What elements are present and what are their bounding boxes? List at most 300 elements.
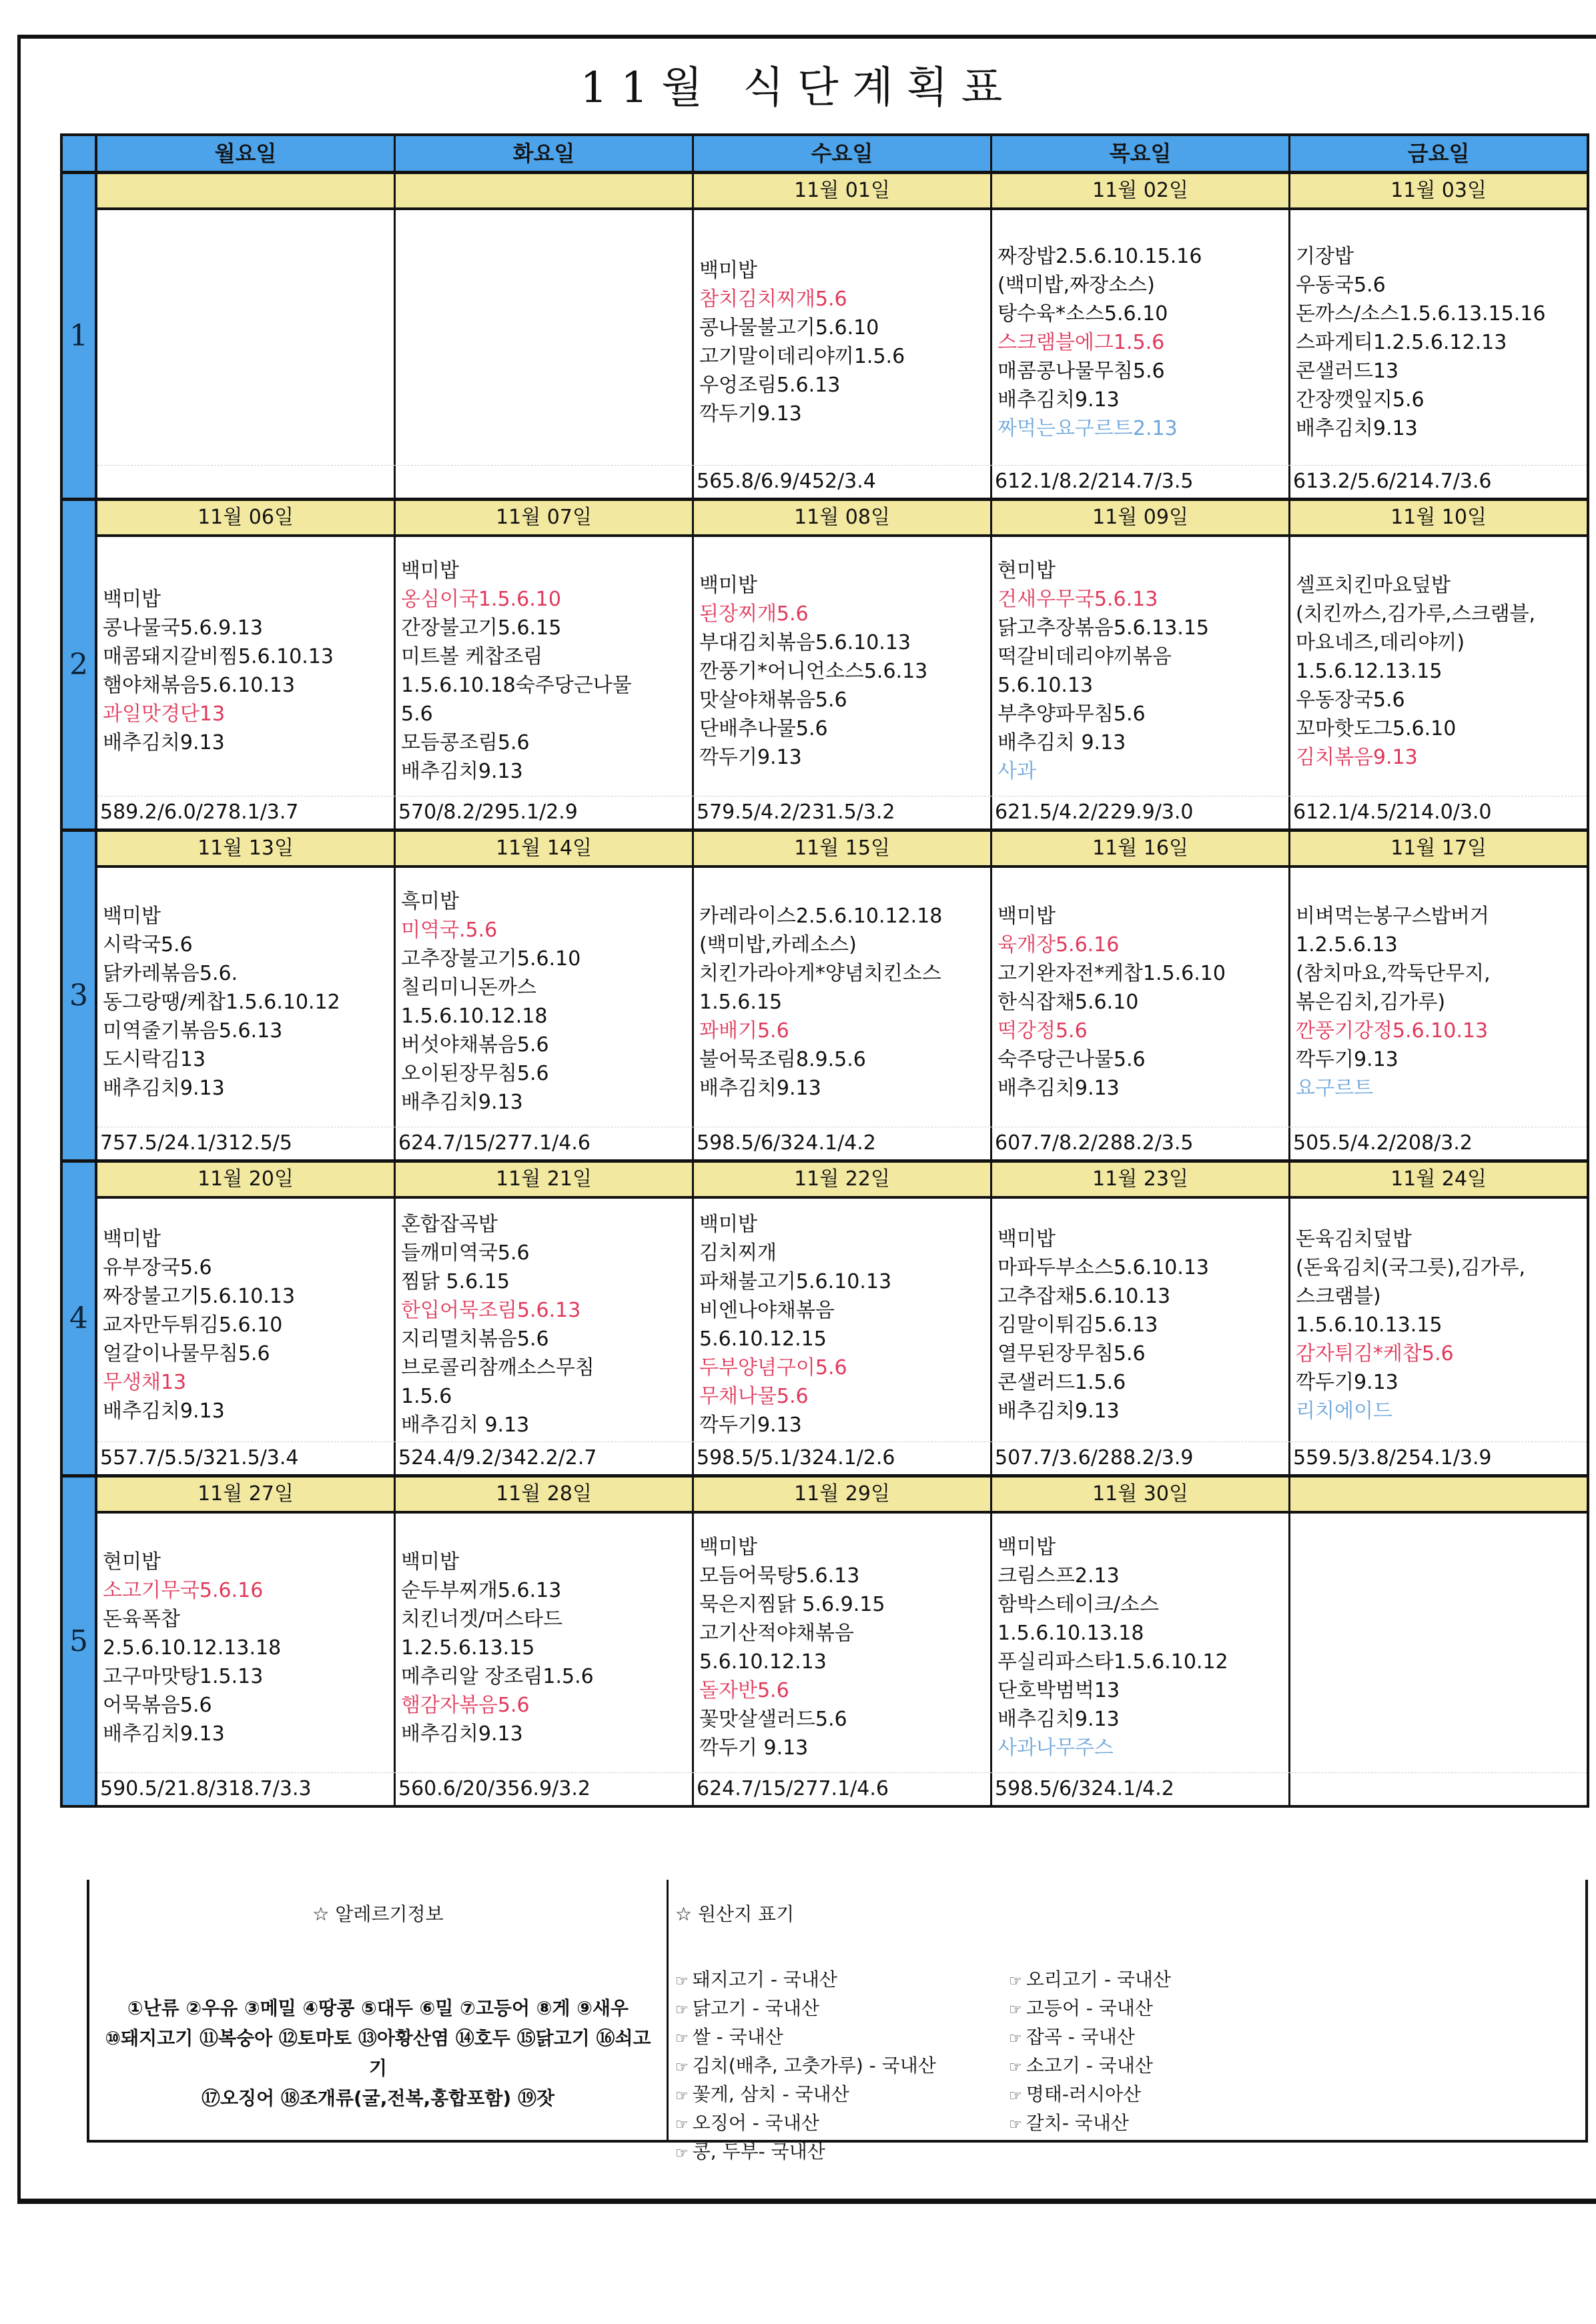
date-cell: 11월 27일: [97, 1478, 396, 1511]
menu-item: 건새우무국5.6.13: [998, 588, 1158, 611]
menu-item: 우동장국5.6: [1296, 688, 1405, 712]
menu-item: 꽃맛살샐러드5.6: [699, 1708, 847, 1731]
origin-item-label: 꽃게, 삼치 - 국내산: [692, 2083, 849, 2105]
menu-item: 5.6.10.12.15: [699, 1327, 827, 1351]
menu-cell: [694, 1514, 992, 1772]
origin-item: [1009, 1966, 1342, 1995]
menu-item: 감자튀김*케찹5.6: [1296, 1341, 1454, 1365]
origin-item: [1009, 1995, 1342, 2024]
menu-item: 백미밥: [401, 1550, 459, 1574]
menu-item: 스크램블에그1.5.6: [998, 330, 1165, 354]
menu-cell: [992, 537, 1290, 796]
menu-item: 버섯야채볶음5.6: [401, 1033, 549, 1057]
menu-item: 배추김치 9.13: [998, 731, 1126, 754]
menu-item: 배추김치9.13: [1296, 416, 1418, 440]
origin-item: [1009, 2053, 1342, 2081]
menu-item: 미역국.5.6: [401, 919, 498, 942]
menu-item: 1.5.6.12.13.15: [1296, 659, 1443, 683]
menu-item: 짜장불고기5.6.10.13: [103, 1284, 296, 1308]
menu-item: 카레라이스2.5.6.10.12.18: [699, 904, 943, 928]
date-cell: [97, 174, 396, 207]
week-block: [63, 828, 1587, 1159]
menu-row: [97, 1514, 1587, 1772]
week-body: [97, 501, 1587, 828]
nutrition-cell: 757.5/24.1/312.5/5: [97, 1127, 396, 1159]
origin-item: [675, 2110, 1009, 2139]
date-cell: 11월 22일: [694, 1163, 992, 1196]
menu-item: 파채불고기5.6.10.13: [699, 1270, 892, 1293]
weekday-tuesday: 화요일: [396, 136, 694, 171]
menu-item: 기장밥: [1296, 244, 1354, 268]
week-body: [97, 1478, 1587, 1805]
menu-item: 백미밥: [998, 1536, 1056, 1559]
menu-item: 매콤돼지갈비찜5.6.10.13: [103, 645, 334, 668]
pointing-hand-icon: ☞: [1009, 2002, 1022, 2018]
pointing-hand-icon: ☞: [675, 2002, 689, 2018]
menu-row: [97, 1199, 1587, 1441]
menu-item: 마파두부소스5.6.10.13: [998, 1255, 1210, 1279]
menu-item: 한입어묵조림5.6.13: [401, 1299, 581, 1322]
menu-item: 백미밥: [699, 1213, 757, 1236]
menu-item: 2.5.6.10.12.13.18: [103, 1636, 282, 1660]
menu-item: 시락국5.6: [103, 933, 193, 957]
date-cell: 11월 06일: [97, 501, 396, 534]
menu-cell: [97, 1514, 396, 1772]
week-col-header: [63, 136, 97, 171]
nutrition-cell: 624.7/15/277.1/4.6: [396, 1127, 694, 1159]
date-cell: 11월 28일: [396, 1478, 694, 1511]
menu-item: 고추잡채5.6.10.13: [998, 1284, 1171, 1308]
allergy-line: ⑩돼지고기 ⑪복숭아 ⑫토마토 ⑬아황산염 ⑭호두 ⑮닭고기 ⑯쇠고기: [105, 2027, 651, 2079]
menu-item: 모듬콩조림5.6: [401, 731, 530, 754]
menu-item: 두부양념구이5.6: [699, 1356, 847, 1379]
menu-item: 부추양파무침5.6: [998, 702, 1146, 726]
origin-info-title: ☆ 원산지 표기: [675, 1903, 795, 1925]
menu-item: 미트볼 케찹조림: [401, 645, 543, 668]
menu-item: 돈까스/소스1.5.6.13.15.16: [1296, 302, 1546, 326]
menu-item: 5.6.10.13: [998, 674, 1094, 697]
date-cell: [1290, 1478, 1587, 1511]
nutrition-cell: 612.1/4.5/214.0/3.0: [1293, 800, 1492, 824]
menu-item: 깍두기 9.13: [699, 1736, 809, 1760]
menu-item: 동그랑땡/케찹1.5.6.10.12: [103, 990, 340, 1014]
menu-item: 깍두기9.13: [1296, 1047, 1399, 1071]
menu-item: 콩나물국5.6.9.13: [103, 616, 263, 640]
nutrition-cell: 598.5/6/324.1/4.2: [694, 1127, 992, 1159]
nutrition-cell: 570/8.2/295.1/2.9: [396, 796, 694, 828]
menu-grid: [60, 133, 1589, 1808]
menu-item: 배추김치9.13: [103, 731, 225, 754]
menu-cell: [1290, 1514, 1587, 1772]
origin-item: [1009, 2110, 1342, 2139]
menu-item: 간장불고기5.6.15: [401, 616, 562, 640]
origin-item: [1009, 2081, 1342, 2110]
menu-row: [97, 537, 1587, 796]
menu-item: 한식잡채5.6.10: [998, 990, 1139, 1014]
week-number: 2: [63, 501, 97, 828]
menu-item: 숙주당근나물5.6: [998, 1047, 1146, 1071]
pointing-hand-icon: ☞: [675, 1973, 689, 1990]
date-cell: 11월 02일: [992, 174, 1290, 207]
date-cell: 11월 13일: [97, 832, 396, 865]
week-body: [97, 1163, 1587, 1474]
menu-item: 백미밥: [699, 1536, 757, 1559]
date-cell: 11월 15일: [694, 832, 992, 865]
menu-item: 메추리알 장조림1.5.6: [401, 1664, 594, 1688]
menu-item: 1.5.6.15: [699, 990, 783, 1014]
menu-item: 5.6.10.12.13: [699, 1650, 827, 1674]
menu-item: 리치에이드: [1296, 1399, 1392, 1423]
origin-item: [675, 2081, 1009, 2110]
nutrition-row: [97, 1772, 1587, 1805]
nutrition-cell: 524.4/9.2/342.2/2.7: [396, 1442, 694, 1474]
menu-item: 김치찌개: [699, 1241, 777, 1265]
menu-item: 1.2.5.6.13: [1296, 933, 1398, 957]
nutrition-cell: [1290, 1773, 1587, 1805]
origin-column-left: [675, 1966, 1009, 2167]
menu-cell: [396, 1514, 694, 1772]
info-footer: [87, 1880, 1588, 2163]
menu-item: 열무된장무침5.6: [998, 1341, 1146, 1365]
menu-item: 떡갈비데리야끼볶음: [998, 645, 1172, 668]
origin-item: [675, 1995, 1009, 2024]
week-number: 4: [63, 1163, 97, 1474]
menu-item: 깍두기9.13: [699, 1413, 802, 1437]
menu-cell: [694, 537, 992, 796]
origin-item: [675, 1966, 1009, 1995]
nutrition-cell: 507.7/3.6/288.2/3.9: [992, 1442, 1290, 1474]
menu-item: 1.5.6.10.13.15: [1296, 1313, 1443, 1337]
nutrition-cell: 607.7/8.2/288.2/3.5: [992, 1127, 1290, 1159]
date-cell: 11월 01일: [694, 174, 992, 207]
menu-item: 치킨너겟/머스타드: [401, 1607, 562, 1631]
menu-item: 1.5.6.10.18숙주당근나물: [401, 674, 632, 697]
allergy-info-box: [89, 1880, 669, 2140]
menu-item: 배추김치9.13: [401, 1091, 523, 1114]
origin-item-label: 오징어 - 국내산: [692, 2112, 819, 2134]
menu-cell: [396, 1199, 694, 1441]
menu-item: (치킨까스,김가루,스크램블,: [1296, 602, 1536, 626]
menu-item: 배추김치9.13: [103, 1722, 225, 1746]
menu-item: 교자만두튀김5.6.10: [103, 1313, 283, 1337]
nutrition-cell: [97, 466, 396, 498]
origin-item-label: 갈치- 국내산: [1026, 2112, 1129, 2134]
menu-item: 칠리미니돈까스: [401, 976, 536, 999]
menu-item: 백미밥: [103, 588, 161, 611]
pointing-hand-icon: ☞: [675, 2030, 689, 2047]
menu-item: 김말이튀김5.6.13: [998, 1313, 1158, 1337]
menu-item: 된장찌개5.6: [699, 602, 809, 626]
menu-item: 백미밥: [103, 1227, 161, 1251]
menu-item: 1.5.6: [401, 1385, 452, 1408]
menu-item: 비엔나야채볶음: [699, 1299, 835, 1322]
menu-cell: [992, 1199, 1290, 1441]
menu-item: 육개장5.6.16: [998, 933, 1120, 957]
weekday-friday: 금요일: [1290, 136, 1587, 171]
menu-item: 크림스프2.13: [998, 1564, 1120, 1588]
origin-item: [675, 2053, 1009, 2081]
nutrition-row: [97, 465, 1587, 498]
menu-item: 묵은지찜닭 5.6.9.15: [699, 1593, 885, 1616]
menu-item: 배추김치9.13: [699, 1076, 821, 1100]
date-cell: 11월 24일: [1290, 1163, 1587, 1196]
menu-item: 꽈배기5.6: [699, 1019, 789, 1043]
pointing-hand-icon: ☞: [675, 2117, 689, 2133]
origin-item-label: 콩, 두부- 국내산: [692, 2141, 825, 2163]
pointing-hand-icon: ☞: [675, 2145, 689, 2162]
date-row: [97, 501, 1587, 537]
week-block: [63, 171, 1587, 498]
origin-item: [1009, 2024, 1342, 2053]
origin-item: [675, 2139, 1009, 2167]
menu-item: (참치마요,깍둑단무지,: [1296, 961, 1491, 985]
date-cell: 11월 09일: [992, 501, 1290, 534]
menu-item: (백미밥,카레소스): [699, 933, 857, 957]
menu-item: 콘샐러드1.5.6: [998, 1370, 1126, 1394]
nutrition-cell: 613.2/5.6/214.7/3.6: [1293, 470, 1492, 493]
origin-item-label: 쌀 - 국내산: [692, 2026, 783, 2048]
menu-item: 모듬어묵탕5.6.13: [699, 1564, 860, 1588]
date-cell: 11월 20일: [97, 1163, 396, 1196]
weekday-header-row: [63, 136, 1587, 171]
menu-item: 깐풍기강정5.6.10.13: [1296, 1019, 1489, 1043]
menu-item: 현미밥: [998, 559, 1056, 582]
pointing-hand-icon: ☞: [1009, 2117, 1022, 2133]
menu-item: 볶은김치,김가루): [1296, 990, 1446, 1014]
menu-cell: [97, 537, 396, 796]
nutrition-cell: 579.5/4.2/231.5/3.2: [694, 796, 992, 828]
menu-item: 현미밥: [103, 1550, 161, 1574]
menu-item: 닭카레볶음5.6.: [103, 961, 238, 985]
menu-item: 유부장국5.6: [103, 1255, 212, 1279]
menu-cell: [1290, 210, 1587, 465]
menu-item: 백미밥: [998, 904, 1056, 928]
menu-item: 순두부찌개5.6.13: [401, 1578, 562, 1602]
nutrition-cell: 590.5/21.8/318.7/3.3: [97, 1773, 396, 1805]
date-cell: 11월 08일: [694, 501, 992, 534]
allergy-line: ①난류 ②우유 ③메밀 ④땅콩 ⑤대두 ⑥밀 ⑦고등어 ⑧게 ⑨새우: [127, 1997, 629, 2019]
menu-cell: [694, 1199, 992, 1441]
menu-item: 옹심이국1.5.6.10: [401, 588, 561, 611]
menu-item: 배추김치9.13: [401, 1722, 523, 1746]
menu-cell: [396, 210, 694, 465]
menu-item: 백미밥: [103, 904, 161, 928]
origin-item: [675, 2024, 1009, 2053]
allergy-info-title: ☆ 알레르기정보: [312, 1903, 444, 1925]
menu-item: 배추김치9.13: [998, 388, 1120, 412]
menu-item: 배추김치9.13: [103, 1399, 225, 1423]
week-number: 5: [63, 1478, 97, 1805]
week-block: [63, 498, 1587, 828]
nutrition-cell: 598.5/6/324.1/4.2: [992, 1773, 1290, 1805]
week-body: [97, 832, 1587, 1159]
nutrition-cell: 612.1/8.2/214.7/3.5: [992, 466, 1290, 498]
menu-item: 돌자반5.6: [699, 1679, 789, 1702]
menu-item: 오이된장무침5.6: [401, 1062, 549, 1085]
menu-item: 사과나무주스: [998, 1736, 1114, 1760]
date-cell: 11월 29일: [694, 1478, 992, 1511]
menu-item: 우동국5.6: [1296, 273, 1386, 297]
nutrition-cell: 621.5/4.2/229.9/3.0: [992, 796, 1290, 828]
date-row: [97, 832, 1587, 868]
menu-cell: [694, 868, 992, 1127]
date-cell: 11월 07일: [396, 501, 694, 534]
origin-column-right: [1009, 1966, 1342, 2167]
menu-item: 매콤콩나물무침5.6: [998, 359, 1165, 383]
nutrition-row: [97, 796, 1587, 828]
menu-item: 깍두기9.13: [699, 745, 802, 769]
menu-cell: [992, 1514, 1290, 1772]
menu-item: 무생채13: [103, 1370, 187, 1394]
menu-item: 깍두기9.13: [699, 402, 802, 426]
page-title: 11월 식단계획표: [580, 63, 1016, 113]
menu-cell: [694, 210, 992, 465]
menu-item: 배추김치9.13: [998, 1076, 1120, 1100]
nutrition-row: [97, 1127, 1587, 1159]
origin-item-label: 고등어 - 국내산: [1026, 1997, 1153, 2019]
menu-item: 백미밥: [401, 559, 459, 582]
weeks-container: [63, 171, 1587, 1805]
menu-item: 맛살야채볶음5.6: [699, 688, 847, 712]
menu-item: 혼합잡곡밥: [401, 1213, 498, 1236]
menu-item: 고기완자전*케찹1.5.6.10: [998, 961, 1226, 985]
origin-item-label: 소고기 - 국내산: [1026, 2055, 1153, 2077]
menu-item: 마요네즈,데리야끼): [1296, 630, 1465, 654]
week-number: 1: [63, 174, 97, 498]
menu-item: 깐풍기*어니언소스5.6.13: [699, 659, 928, 683]
menu-item: 고기말이데리야끼1.5.6: [699, 345, 905, 368]
nutrition-cell: 560.6/20/356.9/3.2: [396, 1773, 694, 1805]
weekday-thursday: 목요일: [992, 136, 1290, 171]
menu-item: 어묵볶음5.6: [103, 1693, 212, 1717]
nutrition-row: [97, 1441, 1587, 1474]
menu-item: 얼갈이나물무침5.6: [103, 1341, 270, 1365]
pointing-hand-icon: ☞: [1009, 2088, 1022, 2105]
date-cell: 11월 23일: [992, 1163, 1290, 1196]
origin-item-label: 닭고기 - 국내산: [692, 1997, 819, 2019]
menu-item: 고추장불고기5.6.10: [401, 947, 581, 971]
menu-item: 참치김치찌개5.6: [699, 287, 847, 311]
menu-item: 소고기무국5.6.16: [103, 1578, 264, 1602]
menu-item: 깍두기9.13: [1296, 1370, 1399, 1394]
menu-cell: [1290, 1199, 1587, 1441]
menu-item: 배추김치9.13: [103, 1076, 225, 1100]
menu-item: 과일맛경단13: [103, 702, 226, 726]
menu-item: 콘샐러드13: [1296, 359, 1399, 383]
week-block: [63, 1159, 1587, 1474]
menu-item: 고구마맛탕1.5.13: [103, 1664, 264, 1688]
origin-item-label: 오리고기 - 국내산: [1026, 1968, 1171, 1990]
menu-item: 스파게티1.2.5.6.12.13: [1296, 330, 1507, 354]
date-row: [97, 1163, 1587, 1199]
origin-columns: [675, 1966, 1579, 2167]
pointing-hand-icon: ☞: [675, 2059, 689, 2076]
menu-cell: [992, 210, 1290, 465]
nutrition-cell: 557.7/5.5/321.5/3.4: [97, 1442, 396, 1474]
menu-item: (백미밥,짜장소스): [998, 273, 1155, 297]
menu-cell: [1290, 868, 1587, 1127]
week-number: 3: [63, 832, 97, 1159]
menu-item: 우엉조림5.6.13: [699, 374, 841, 397]
menu-item: 미역줄기볶음5.6.13: [103, 1019, 283, 1043]
menu-item: 들깨미역국5.6: [401, 1241, 530, 1265]
menu-item: 무채나물5.6: [699, 1385, 809, 1408]
menu-cell: [992, 868, 1290, 1127]
menu-item: (돈육김치(국그릇),김가루,: [1296, 1255, 1525, 1279]
allergy-line: ⑰오징어 ⑱조개류(굴,전복,홍합포함) ⑲잣: [201, 2087, 555, 2109]
menu-item: 함박스테이크/소스: [998, 1593, 1159, 1616]
menu-item: 셀프치킨마요덮밥: [1296, 573, 1451, 597]
nutrition-cell: 589.2/6.0/278.1/3.7: [97, 796, 396, 828]
pointing-hand-icon: ☞: [1009, 2059, 1022, 2076]
date-row: [97, 174, 1587, 210]
menu-cell: [97, 1199, 396, 1441]
week-block: [63, 1474, 1587, 1805]
origin-item-label: 돼지고기 - 국내산: [692, 1968, 837, 1990]
date-cell: 11월 14일: [396, 832, 694, 865]
date-cell: 11월 16일: [992, 832, 1290, 865]
nutrition-cell: 624.7/15/277.1/4.6: [694, 1773, 992, 1805]
menu-item: 꼬마핫도그5.6.10: [1296, 716, 1457, 740]
menu-item: 사과: [998, 760, 1036, 783]
menu-item: 1.5.6.10.12.18: [401, 1005, 548, 1028]
menu-item: 요구르트: [1296, 1076, 1373, 1100]
menu-item: 탕수육*소스5.6.10: [998, 302, 1168, 326]
menu-cell: [396, 537, 694, 796]
menu-item: 1.5.6.10.13.18: [998, 1622, 1144, 1645]
origin-item-label: 김치(배추, 고춧가루) - 국내산: [692, 2055, 936, 2077]
date-cell: 11월 21일: [396, 1163, 694, 1196]
nutrition-cell: 598.5/5.1/324.1/2.6: [694, 1442, 992, 1474]
nutrition-cell: 559.5/3.8/254.1/3.9: [1293, 1446, 1492, 1470]
origin-item-label: 잡곡 - 국내산: [1026, 2026, 1135, 2048]
menu-item: 부대김치볶음5.6.10.13: [699, 630, 911, 654]
menu-item: 짜장밥2.5.6.10.15.16: [998, 244, 1202, 268]
menu-item: 돈육김치덮밥: [1296, 1227, 1412, 1251]
menu-item: 5.6: [401, 702, 433, 726]
menu-item: 돈육폭찹: [103, 1607, 180, 1631]
pointing-hand-icon: ☞: [1009, 1973, 1022, 1990]
menu-cell: [97, 210, 396, 465]
menu-item: 흑미밥: [401, 890, 459, 913]
menu-item: 도시락김13: [103, 1047, 206, 1071]
date-cell: [396, 174, 694, 207]
menu-item: 닭고추장볶음5.6.13.15: [998, 616, 1210, 640]
menu-item: 스크램블): [1296, 1284, 1381, 1308]
menu-item: 콩나물불고기5.6.10: [699, 316, 879, 340]
menu-item: 푸실리파스타1.5.6.10.12: [998, 1650, 1228, 1674]
menu-item: 고기산적야채볶음: [699, 1622, 854, 1645]
date-cell: 11월 03일: [1290, 174, 1587, 207]
date-cell: 11월 30일: [992, 1478, 1290, 1511]
menu-item: 짜먹는요구르트2.13: [998, 416, 1178, 440]
menu-row: [97, 868, 1587, 1127]
menu-item: 비벼먹는봉구스밥버거: [1296, 904, 1489, 928]
weekday-wednesday: 수요일: [694, 136, 992, 171]
origin-info-box: [669, 1880, 1585, 2163]
nutrition-cell: 565.8/6.9/452/3.4: [694, 466, 992, 498]
menu-item: 찜닭 5.6.15: [401, 1270, 510, 1293]
menu-item: 간장깻잎지5.6: [1296, 388, 1425, 412]
date-cell: 11월 10일: [1290, 501, 1587, 534]
menu-item: 브로콜리참깨소스무침: [401, 1356, 594, 1379]
menu-row: [97, 210, 1587, 465]
menu-item: 김치볶음9.13: [1296, 745, 1418, 769]
menu-item: 단배추나물5.6: [699, 716, 828, 740]
menu-item: 배추김치 9.13: [401, 1413, 530, 1437]
menu-item: 백미밥: [998, 1227, 1056, 1251]
menu-cell: [396, 868, 694, 1127]
